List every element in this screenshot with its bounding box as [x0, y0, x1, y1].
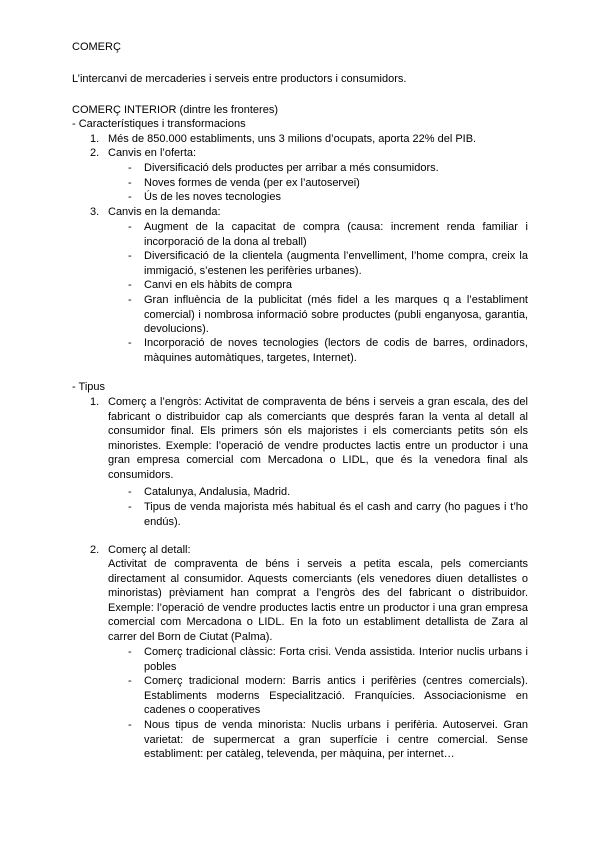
bullet-dash: - — [128, 221, 132, 233]
bullet-dash: - — [128, 337, 132, 349]
interior-heading: COMERÇ INTERIOR (dintre les fronteres) — [72, 104, 278, 116]
bullet-dash: - — [128, 501, 132, 513]
sub-item: Ús de les noves tecnologies — [144, 191, 281, 203]
bullet-dash: - — [128, 486, 132, 498]
sub-item: Comerç tradicional modern: Barris antics i perifèries (centres comercials). Establiments moderns Especialització. Franquícies. Associacionisme en cadenes o cooperatives — [144, 675, 528, 716]
bullet-dash: - — [128, 250, 132, 262]
tipus-heading: - Tipus — [72, 381, 106, 393]
list-number: 1. — [90, 396, 100, 408]
bullet-dash: - — [128, 162, 132, 174]
sub-item: Diversificació de la clientela (augmenta l’envelliment, l’home compra, creix la immigació, s’estenen les perifèries urbanes). — [144, 250, 528, 277]
bullet-dash: - — [128, 177, 132, 189]
bullet-dash: - — [128, 675, 132, 687]
list-number: 3. — [90, 206, 100, 218]
paragraph: Activitat de compraventa de béns i serveis a petita escala, pels comerciants directament al consumidor. Aquests comerciants (els venedores diuen detallistes o minoristas) prèviament han comprat a l’engròs des del fabricant o distribuidor. Exemple: l’operació de vendre productes lactis entre un productor i una gran empresa comercial com Mercadona o LIDL. En la foto un establiment detallista de Zara al carrer del Born de Ciutat (Palma). — [108, 558, 528, 643]
bullet-dash: - — [128, 279, 132, 291]
sub-item: Tipus de venda majorista més habitual és el cash and carry (ho pagues i t’ho endús). — [144, 501, 528, 528]
list-number: 1. — [90, 133, 100, 145]
sub-item: Gran influència de la publicitat (més fidel a les marques q a l’establiment comercial) i nombrosa informació sobre productes (publi enganyosa, garantia, devolucions). — [144, 294, 528, 335]
sub-item: Catalunya, Andalusia, Madrid. — [144, 486, 291, 498]
sub-item: Nous tipus de venda minorista: Nuclis urbans i perifèria. Autoservei. Gran varietat: de supermercat a gran superfície i centre comercial. Sense establiment: per catàleg, televenda, per màquina, per internet… — [144, 719, 528, 760]
list-number: 2. — [90, 147, 100, 159]
sub-item: Diversificació dels productes per arribar a més consumidors. — [144, 162, 439, 174]
list-item: Comerç al detall: — [108, 544, 191, 556]
list-item: Canvis en la demanda: — [108, 206, 221, 218]
sub-item: Incorporació de noves tecnologies (lectors de codis de barres, ordinadors, màquines automàtiques, targetes, Internet). — [144, 337, 528, 364]
bullet-dash: - — [128, 646, 132, 658]
bullet-dash: - — [128, 191, 132, 203]
list-number: 2. — [90, 544, 100, 556]
caract-heading: - Característiques i transformacions — [72, 118, 246, 130]
sub-item: Augment de la capacitat de compra (causa: increment renda familiar i incorporació de la dona al treball) — [144, 221, 528, 248]
list-item: Més de 850.000 establiments, uns 3 milions d’ocupats, aporta 22% del PIB. — [108, 133, 477, 145]
sub-item: Comerç tradicional clàssic: Forta crisi. Venda assistida. Interior nuclis urbans i pobles — [144, 646, 528, 673]
sub-item: Noves formes de venda (per ex l’autoservei) — [144, 177, 360, 189]
doc-title: COMERÇ — [72, 41, 121, 53]
list-item: Comerç a l’engròs: Activitat de compraventa de béns i serveis a gran escala, des del fabricant o distribuidor cap als comerciants que després faran la venta al detall al consumidor final. Els primers són els majoristes i els comerciants petits són els minoristes. Exemple: l’operació de vendre productes lactis entre un productor i una gran empresa comercial com Mercadona o LIDL, que és la venedora final als consumidors. — [108, 396, 528, 481]
definition: L’intercanvi de mercaderies i serveis entre productors i consumidors. — [72, 73, 407, 85]
bullet-dash: - — [128, 294, 132, 306]
sub-item: Canvi en els hàbits de compra — [144, 279, 292, 291]
list-item: Canvis en l’oferta: — [108, 147, 197, 159]
bullet-dash: - — [128, 719, 132, 731]
